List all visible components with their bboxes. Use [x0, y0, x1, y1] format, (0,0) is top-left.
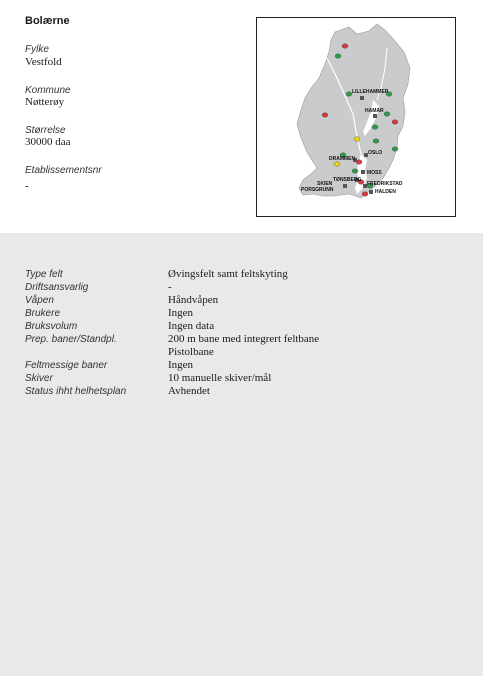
detail-key: Bruksvolum — [25, 321, 78, 332]
location-map — [256, 17, 456, 217]
detail-key: Våpen — [25, 295, 54, 306]
detail-key: Status ihht helhetsplan — [25, 386, 127, 397]
city-marker — [373, 114, 377, 118]
range-dot-green — [372, 125, 378, 130]
city-label-drammen: DRAMMEN — [329, 156, 356, 162]
etablissementsnr-value: - — [25, 180, 29, 192]
range-dot-yellow — [334, 162, 340, 167]
range-dot-red — [342, 44, 348, 49]
city-label-lillehammer: LILLEHAMMER — [352, 89, 389, 95]
detail-value: - — [168, 281, 172, 293]
range-dot-green — [335, 54, 341, 59]
city-label-hamar: HAMAR — [365, 108, 384, 114]
etablissementsnr-label: Etablissementsnr — [25, 165, 102, 176]
fylke-label: Fylke — [25, 44, 49, 55]
city-label-porsgrunn: PORSGRUNN — [301, 187, 334, 193]
city-label-moss: MOSS — [367, 170, 382, 176]
range-dot-red — [392, 120, 398, 125]
detail-key: Type felt — [25, 269, 63, 280]
city-label-tonsberg: TØNSBERG — [333, 177, 362, 183]
storrelse-value: 30000 daa — [25, 136, 71, 148]
city-marker — [369, 190, 373, 194]
range-dot-red — [356, 160, 362, 165]
range-dot-green — [384, 112, 390, 117]
detail-key: Feltmessige baner — [25, 360, 108, 371]
detail-value: Ingen data — [168, 320, 215, 332]
detail-key: Prep. baner/Standpl. — [25, 334, 117, 345]
city-marker — [360, 96, 364, 100]
detail-key: Driftsansvarlig — [25, 282, 89, 293]
map-svg — [257, 18, 455, 216]
detail-value: 200 m bane med integrert feltbane — [168, 333, 320, 345]
range-dot-yellow — [354, 137, 360, 142]
detail-value: Ingen — [168, 359, 194, 371]
detail-value: 10 manuelle skiver/mål — [168, 372, 272, 384]
city-label-oslo: OSLO — [368, 150, 383, 156]
city-label-skien: SKIEN — [317, 181, 333, 187]
site-title: Bolærne — [25, 15, 70, 27]
city-marker — [361, 170, 365, 174]
range-dot-red — [362, 192, 368, 197]
city-marker — [343, 184, 347, 188]
fylke-value: Vestfold — [25, 56, 62, 68]
detail-value: Avhendet — [168, 385, 210, 397]
range-dot-green — [373, 139, 379, 144]
city-label-fredrikstad: FREDRIKSTAD — [367, 181, 403, 187]
detail-value: Ingen — [168, 307, 194, 319]
range-dot-green — [392, 147, 398, 152]
header-section — [0, 0, 483, 233]
detail-key: Skiver — [25, 373, 53, 384]
kommune-label: Kommune — [25, 85, 71, 96]
detail-key: Brukere — [25, 308, 61, 319]
detail-value: Øvingsfelt samt feltskyting — [168, 268, 288, 280]
storrelse-label: Størrelse — [25, 125, 66, 136]
kommune-value: Nøtterøy — [25, 96, 65, 108]
range-dot-green — [352, 169, 358, 174]
detail-value: Håndvåpen — [168, 294, 219, 306]
range-dot-red — [322, 113, 328, 118]
city-label-halden: HALDEN — [375, 189, 396, 195]
detail-value: Pistolbane — [168, 346, 214, 358]
